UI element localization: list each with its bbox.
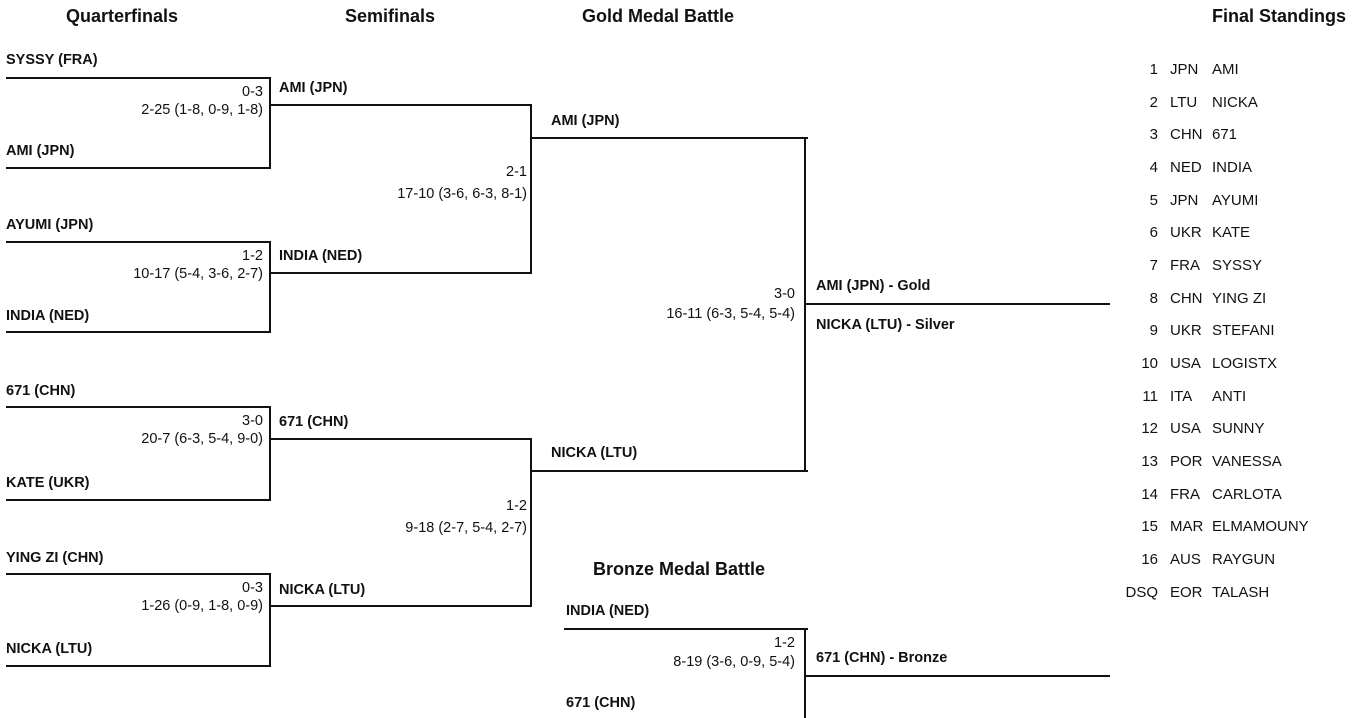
standing-country: AUS (1170, 551, 1201, 569)
standing-country: POR (1170, 453, 1203, 471)
standing-name: ELMAMOUNY (1212, 518, 1309, 536)
qf4-top-line (6, 573, 271, 575)
standings-body (1094, 53, 1309, 609)
standings-row (1094, 347, 1309, 380)
standing-name: RAYGUN (1212, 551, 1276, 569)
standings-row (1094, 282, 1309, 315)
standing-name: 671 (1212, 126, 1238, 144)
bronze-connector (804, 628, 806, 718)
standing-rank: 11 (1142, 387, 1158, 405)
standing-name: KATE (1212, 224, 1251, 242)
standing-country: UKR (1170, 224, 1202, 242)
sf1-top-line (269, 104, 532, 106)
standing-rank: 4 (1149, 158, 1158, 176)
standings-row (1094, 184, 1309, 217)
standing-rank: 16 (1141, 551, 1158, 569)
standing-name: INDIA (1212, 158, 1253, 176)
qf3-point-score: 20-7 (6-3, 5-4, 9-0) (141, 431, 263, 447)
sf2-bottom-competitor: NICKA (LTU) (279, 582, 366, 598)
standing-rank: 2 (1149, 93, 1158, 111)
qf2-bottom-line (6, 331, 271, 333)
sf2-top-competitor: 671 (CHN) (279, 414, 349, 430)
standings-row (1094, 118, 1309, 151)
standing-rank: 7 (1149, 256, 1158, 274)
standing-name: VANESSA (1212, 453, 1282, 471)
standing-country: FRA (1170, 256, 1200, 274)
standing-name: AMI (1212, 60, 1239, 78)
standing-country: USA (1170, 420, 1201, 438)
qf4-connector (269, 573, 271, 667)
gold-top-line (530, 137, 808, 139)
bronze-bottom-competitor: 671 (CHN) (566, 695, 636, 711)
sf1-point-score: 17-10 (3-6, 6-3, 8-1) (397, 186, 527, 202)
standings-row (1094, 315, 1309, 348)
standings-row (1094, 543, 1309, 576)
standing-country: LTU (1170, 93, 1198, 111)
qf2-sets-score: 1-2 (242, 248, 263, 264)
standing-country: FRA (1170, 485, 1200, 503)
qf3-top-line (6, 406, 271, 408)
gold-point-score: 16-11 (6-3, 5-4, 5-4) (666, 306, 795, 322)
semifinals-header: Semifinals (345, 6, 436, 26)
qf3-bottom-competitor: KATE (UKR) (6, 475, 90, 491)
standings-row (1094, 445, 1309, 478)
gold-sets-score: 3-0 (774, 286, 795, 302)
standing-country: USA (1170, 355, 1201, 373)
sf1-bottom-line (269, 272, 532, 274)
standing-rank: 15 (1141, 518, 1158, 536)
standing-country: EOR (1170, 583, 1203, 601)
sf1-sets-score: 2-1 (506, 164, 527, 180)
sf2-connector (530, 438, 532, 607)
bronze-top-line (564, 628, 808, 630)
standing-country: NED (1170, 158, 1202, 176)
standing-name: ANTI (1212, 387, 1247, 405)
qf2-top-competitor: AYUMI (JPN) (6, 217, 94, 233)
standing-rank: 6 (1149, 224, 1158, 242)
bronze-result-line (804, 675, 1110, 677)
standing-name: CARLOTA (1212, 485, 1282, 503)
bronze-sets-score: 1-2 (774, 635, 795, 651)
standing-rank: 1 (1149, 60, 1158, 78)
standing-country: ITA (1170, 387, 1193, 405)
standing-name: SYSSY (1212, 256, 1263, 274)
standings-row (1094, 86, 1309, 119)
qf4-bottom-line (6, 665, 271, 667)
standing-country: CHN (1170, 126, 1203, 144)
gold-result-line (804, 303, 1110, 305)
qf1-bottom-line (6, 167, 271, 169)
standings-row (1094, 53, 1309, 86)
standings-row (1094, 380, 1309, 413)
bronze-result-label: 671 (CHN) - Bronze (816, 650, 948, 666)
standing-rank: 10 (1141, 355, 1158, 373)
standings-row (1094, 413, 1309, 446)
bronze-medal-battle-header: Bronze Medal Battle (593, 559, 766, 579)
standing-rank: DSQ (1125, 583, 1158, 601)
standing-rank: 12 (1141, 420, 1158, 438)
qf3-sets-score: 3-0 (242, 413, 263, 429)
qf1-top-line (6, 77, 271, 79)
standing-country: JPN (1170, 60, 1199, 78)
gold-result-label: AMI (JPN) - Gold (816, 278, 931, 294)
qf1-connector (269, 77, 271, 169)
qf4-bottom-competitor: NICKA (LTU) (6, 641, 93, 657)
standing-name: SUNNY (1212, 420, 1265, 438)
sf1-connector (530, 104, 532, 274)
qf3-bottom-line (6, 499, 271, 501)
qf2-point-score: 10-17 (5-4, 3-6, 2-7) (133, 266, 263, 282)
standing-country: MAR (1170, 518, 1204, 536)
sf2-sets-score: 1-2 (506, 498, 527, 514)
qf1-sets-score: 0-3 (242, 84, 263, 100)
standing-rank: 5 (1149, 191, 1158, 209)
qf3-top-competitor: 671 (CHN) (6, 383, 76, 399)
sf2-point-score: 9-18 (2-7, 5-4, 2-7) (405, 520, 527, 536)
quarterfinals-header: Quarterfinals (66, 6, 179, 26)
gold-bottom-line (530, 470, 808, 472)
standing-name: TALASH (1212, 583, 1270, 601)
sf2-bottom-line (269, 605, 532, 607)
standings-row (1094, 249, 1309, 282)
qf1-top-competitor: SYSSY (FRA) (6, 52, 98, 68)
sf1-top-competitor: AMI (JPN) (279, 80, 348, 96)
qf4-point-score: 1-26 (0-9, 1-8, 0-9) (141, 598, 263, 614)
qf3-connector (269, 406, 271, 501)
standing-name: NICKA (1212, 93, 1258, 111)
qf2-bottom-competitor: INDIA (NED) (6, 308, 90, 324)
standing-country: JPN (1170, 191, 1199, 209)
standing-rank: 3 (1149, 126, 1158, 144)
standing-rank: 8 (1149, 289, 1158, 307)
standing-country: CHN (1170, 289, 1203, 307)
standing-name: STEFANI (1212, 322, 1275, 340)
qf4-top-competitor: YING ZI (CHN) (6, 550, 104, 566)
standings-row (1094, 151, 1309, 184)
qf1-bottom-competitor: AMI (JPN) (6, 143, 75, 159)
sf2-top-line (269, 438, 532, 440)
standings-row (1094, 478, 1309, 511)
standing-rank: 14 (1141, 485, 1158, 503)
qf4-sets-score: 0-3 (242, 580, 263, 596)
gold-top-competitor: AMI (JPN) (551, 113, 620, 129)
qf1-point-score: 2-25 (1-8, 0-9, 1-8) (141, 102, 263, 118)
standings-row (1094, 216, 1309, 249)
standing-name: YING ZI (1212, 289, 1267, 307)
standing-rank: 13 (1141, 453, 1158, 471)
standing-country: UKR (1170, 322, 1202, 340)
standing-rank: 9 (1149, 322, 1158, 340)
standings-row (1094, 576, 1309, 609)
bronze-top-competitor: INDIA (NED) (566, 603, 650, 619)
qf2-top-line (6, 241, 271, 243)
final-standings-table (1094, 53, 1309, 609)
gold-medal-battle-header: Gold Medal Battle (582, 6, 735, 26)
final-standings-header: Final Standings (1212, 6, 1347, 26)
sf1-bottom-competitor: INDIA (NED) (279, 248, 363, 264)
gold-bottom-competitor: NICKA (LTU) (551, 445, 638, 461)
standings-row (1094, 511, 1309, 544)
silver-result-label: NICKA (LTU) - Silver (816, 317, 955, 333)
qf2-connector (269, 241, 271, 333)
standing-name: AYUMI (1212, 191, 1259, 209)
bronze-point-score: 8-19 (3-6, 0-9, 5-4) (673, 654, 795, 670)
standing-name: LOGISTX (1212, 355, 1278, 373)
